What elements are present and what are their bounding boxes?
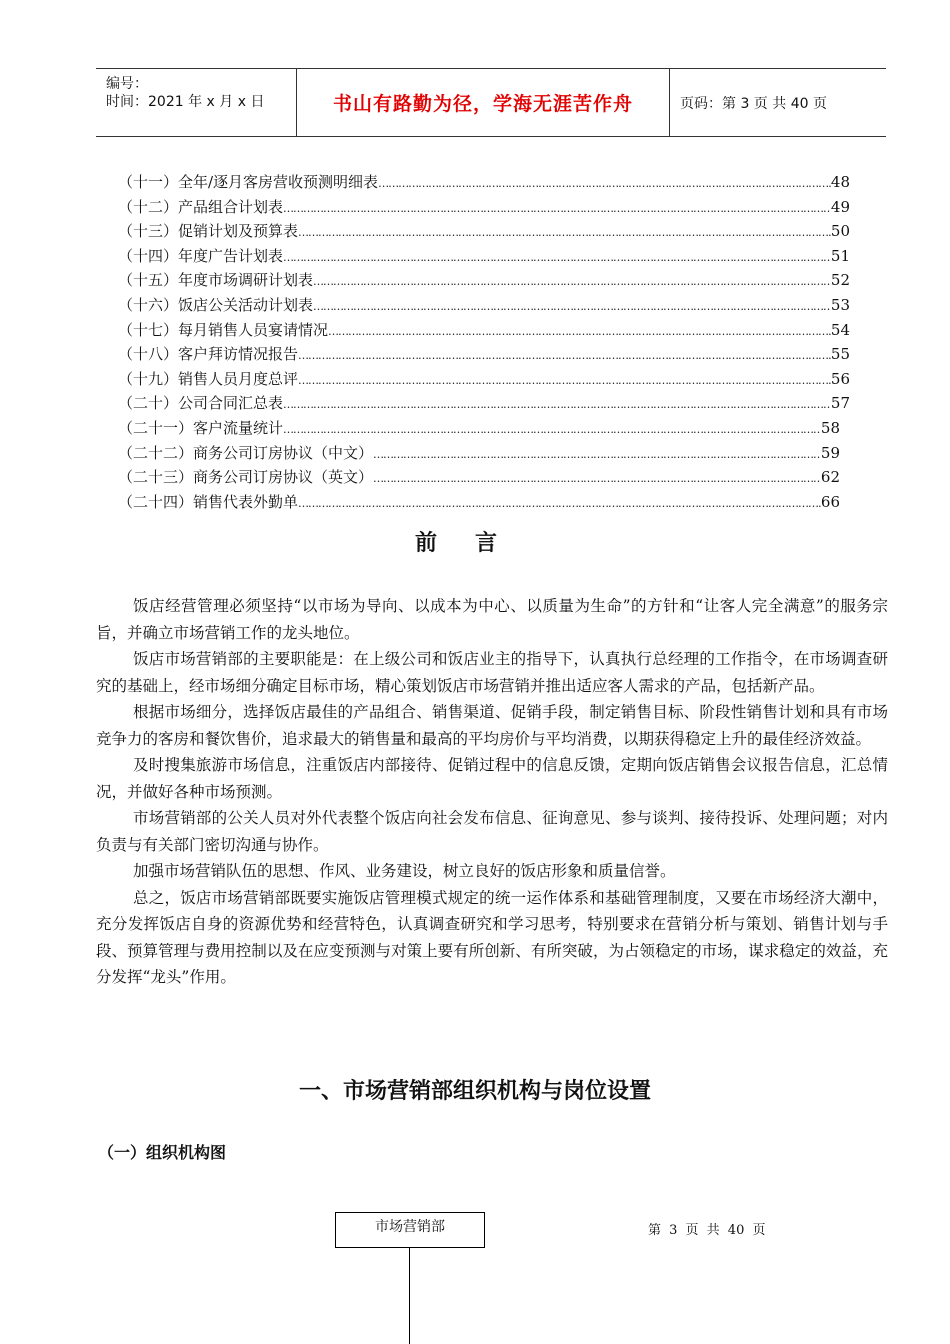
toc-entry-page: 48 (830, 173, 850, 191)
toc-leader-dots (328, 318, 831, 343)
toc-entry (118, 293, 850, 318)
toc-entry-page: 57 (830, 394, 850, 413)
toc-entry (118, 170, 850, 195)
toc-entry (118, 367, 850, 392)
toc-entry-page: 53 (830, 295, 850, 314)
toc-leader-dots (283, 244, 831, 269)
toc-entry-label: （二十四）销售代表外勤单 (118, 492, 299, 511)
toc-entry (118, 195, 850, 220)
toc-entry-page: 50 (830, 222, 850, 241)
toc-entry (118, 465, 840, 490)
toc-entry-label: （二十一）客户流量统计 (118, 418, 284, 437)
page-footer: 第 3 页 共 40 页 (648, 1223, 766, 1238)
toc-leader-dots (298, 490, 821, 515)
toc-entry-label: （十八）客户拜访情况报告 (118, 345, 299, 364)
toc-entry (118, 219, 850, 244)
toc-leader-dots (298, 219, 831, 244)
toc-leader-dots (298, 367, 831, 392)
preface-title: 前言 (414, 531, 535, 556)
toc-leader-dots (298, 342, 831, 367)
toc-entry-page: 49 (830, 197, 850, 216)
header-motto-cell (296, 69, 670, 136)
toc-entry (118, 441, 840, 466)
document-date: 时间：2021 年 x 月 x 日 (106, 94, 265, 110)
toc-entry-page: 66 (820, 492, 840, 511)
section-heading: 一、市场营销部组织机构与岗位设置 (298, 1079, 651, 1104)
toc-entry (118, 490, 840, 515)
toc-entry-label: （十六）饭店公关活动计划表 (118, 295, 314, 314)
toc-leader-dots (313, 268, 831, 293)
toc-leader-dots (283, 195, 831, 220)
toc-entry-label: （十七）每月销售人员宴请情况 (118, 320, 329, 339)
toc-entry (118, 244, 850, 269)
toc-leader-dots (283, 416, 821, 441)
toc-entry-label: （二十）公司合同汇总表 (118, 394, 284, 413)
header-page-info: 页码：第 3 页 共 40 页 (680, 95, 827, 112)
body-paragraph: 加强市场营销队伍的思想、作风、业务建设，树立良好的饭店形象和质量信誉。 (133, 862, 676, 880)
toc-entry-page: 55 (830, 345, 850, 364)
toc-leader-dots (373, 465, 821, 490)
body-paragraph: 及时搜集旅游市场信息，注重饭店内部接待、促销过程中的信息反馈，定期向饭店销售会议报告信息，汇总情况，并做好各种市场预测。 (96, 756, 888, 801)
toc-entry (118, 318, 850, 343)
org-chart-connector (409, 1248, 410, 1344)
org-chart-top-box: 市场营销部 (335, 1212, 485, 1248)
toc-entry-label: （十二）产品组合计划表 (118, 197, 284, 216)
toc-entry-page: 62 (820, 468, 840, 487)
document-number-label: 编号： (106, 76, 148, 92)
toc-entry (118, 391, 850, 416)
preface-body (96, 593, 888, 991)
toc-entry (118, 342, 850, 367)
body-paragraph: 饭店经营管理必须坚持“以市场为导向、以成本为中心、以质量为生命”的方针和“让客人完全满意”的服务宗旨，并确立市场营销工作的龙头地位。 (96, 597, 888, 642)
toc-leader-dots (373, 441, 821, 466)
toc-entry-label: （二十三）商务公司订房协议（英文） (118, 468, 374, 487)
toc-entry-page: 59 (820, 443, 840, 462)
toc-entry-page: 58 (820, 418, 840, 437)
body-paragraph: 市场营销部的公关人员对外代表整个饭店向社会发布信息、征询意见、参与谈判、接待投诉、处理问题；对内负责与有关部门密切沟通与协作。 (96, 809, 888, 854)
toc-entry-label: （十四）年度广告计划表 (118, 246, 284, 265)
toc-leader-dots (313, 293, 831, 318)
toc-entry-page: 51 (830, 246, 850, 265)
toc-entry (118, 416, 840, 441)
page-header (96, 68, 886, 137)
toc-entry-label: （十五）年度市场调研计划表 (118, 271, 314, 290)
toc-entry-page: 54 (830, 320, 850, 339)
toc-entry-page: 56 (830, 369, 850, 388)
toc-entry-page: 52 (830, 271, 850, 290)
sub-heading: （一）组织机构图 (98, 1143, 227, 1162)
toc-entry-label: （二十二）商务公司订房协议（中文） (118, 443, 374, 462)
body-paragraph: 总之，饭店市场营销部既要实施饭店管理模式规定的统一运作体系和基础管理制度，又要在市场经济大潮中，充分发挥饭店自身的资源优势和经营特色，认真调查研究和学习思考，特别要求在营销分析与策划、销售计划与手段、预算管理与费用控制以及在应变预测与对策上要有所创新、有所突破，为占领稳定的市场，谋求稳定的效益，充分发挥“龙头”作用。 (96, 888, 888, 986)
toc-entry-label: （十九）销售人员月度总评 (118, 369, 299, 388)
toc-entry (118, 268, 850, 293)
toc-leader-dots (283, 391, 831, 416)
table-of-contents (118, 170, 850, 514)
body-paragraph: 根据市场细分，选择饭店最佳的产品组合、销售渠道、促销手段，制定销售目标、阶段性销售计划和具有市场竞争力的客房和餐饮售价，追求最大的销售量和最高的平均房价与平均消费，以期获得稳定上升的最佳经济效益。 (96, 703, 888, 748)
toc-leader-dots (378, 170, 831, 195)
toc-entry-label: （十三）促销计划及预算表 (118, 222, 299, 241)
body-paragraph: 饭店市场营销部的主要职能是：在上级公司和饭店业主的指导下，认真执行总经理的工作指令，在市场调查研究的基础上，经市场细分确定目标市场，精心策划饭店市场营销并推出适应客人需求的产品，包括新产品。 (96, 650, 888, 695)
header-motto: 书山有路勤为径，学海无涯苦作舟 (332, 93, 633, 115)
toc-entry-label: （十一）全年/逐月客房营收预测明细表 (118, 173, 379, 191)
header-meta (96, 69, 296, 136)
